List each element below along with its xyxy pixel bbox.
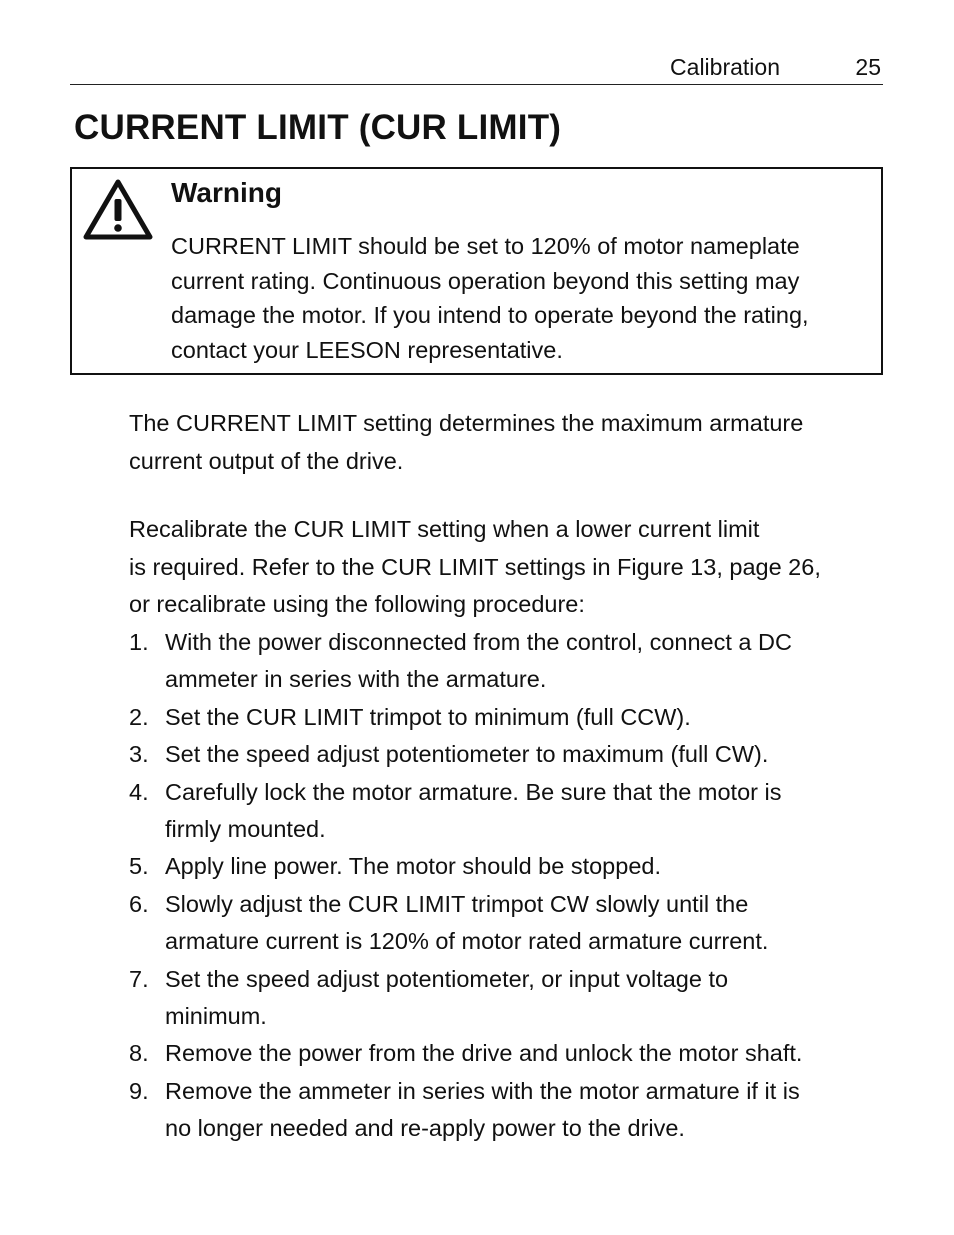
step-text: With the power disconnected from the control, connect a DC [165, 629, 792, 655]
recalibrate-paragraph [129, 511, 821, 624]
procedure-step [129, 736, 802, 773]
warning-line: contact your LEESON representative. [171, 336, 563, 363]
procedure-steps [129, 624, 802, 1148]
step-text: ammeter in series with the armature. [165, 666, 547, 693]
step-number: 2. [129, 703, 149, 730]
paragraph-line: is required. Refer to the CUR LIMIT settings in Figure 13, page 26, [129, 553, 821, 580]
paragraph-line: The CURRENT LIMIT setting determines the maximum armature [129, 410, 804, 436]
page-number: 25 [855, 54, 881, 80]
warning-triangle-icon [82, 177, 154, 241]
procedure-step [129, 624, 802, 699]
step-number: 6. [129, 890, 149, 917]
step-number: 9. [129, 1077, 149, 1104]
step-text: Set the CUR LIMIT trimpot to minimum (full CCW). [165, 703, 691, 730]
procedure-step [129, 1073, 802, 1148]
warning-line: current rating. Continuous operation beyond this setting may [171, 267, 800, 294]
paragraph-line: or recalibrate using the following procedure: [129, 591, 585, 618]
step-text: Apply line power. The motor should be stopped. [165, 853, 661, 880]
procedure-step [129, 961, 802, 1036]
step-text: armature current is 120% of motor rated armature current. [165, 928, 769, 955]
step-text: Remove the power from the drive and unlock the motor shaft. [165, 1040, 803, 1067]
step-text: firmly mounted. [165, 816, 326, 843]
step-number: 7. [129, 965, 149, 992]
step-number: 8. [129, 1040, 149, 1067]
step-text: minimum. [165, 1003, 267, 1030]
page-title: CURRENT LIMIT (CUR LIMIT) [74, 108, 562, 147]
procedure-step [129, 848, 802, 885]
step-text: Carefully lock the motor armature. Be sure that the motor is [165, 778, 782, 805]
step-text: Set the speed adjust potentiometer to maximum (full CW). [165, 741, 769, 768]
warning-text [171, 229, 871, 367]
warning-line: CURRENT LIMIT should be set to 120% of motor nameplate [171, 233, 800, 259]
page-header [70, 52, 883, 85]
procedure-step [129, 699, 802, 736]
paragraph-line: Recalibrate the CUR LIMIT setting when a lower current limit [129, 516, 760, 542]
warning-box [70, 167, 883, 375]
step-text: no longer needed and re-apply power to the drive. [165, 1115, 685, 1142]
procedure-step [129, 1035, 802, 1072]
step-text: Set the speed adjust potentiometer, or input voltage to [165, 965, 729, 992]
step-number: 4. [129, 778, 149, 805]
procedure-step [129, 774, 802, 849]
paragraph-line: current output of the drive. [129, 447, 404, 474]
step-number: 1. [129, 629, 149, 655]
warning-heading: Warning [171, 177, 282, 208]
procedure-step [129, 886, 802, 961]
step-number: 5. [129, 853, 149, 880]
step-number: 3. [129, 741, 149, 768]
step-text: Remove the ammeter in series with the motor armature if it is [165, 1077, 800, 1104]
intro-paragraph [129, 405, 803, 480]
section-name: Calibration [670, 54, 780, 80]
step-text: Slowly adjust the CUR LIMIT trimpot CW slowly until the [165, 890, 749, 917]
warning-line: damage the motor. If you intend to operate beyond the rating, [171, 302, 809, 328]
